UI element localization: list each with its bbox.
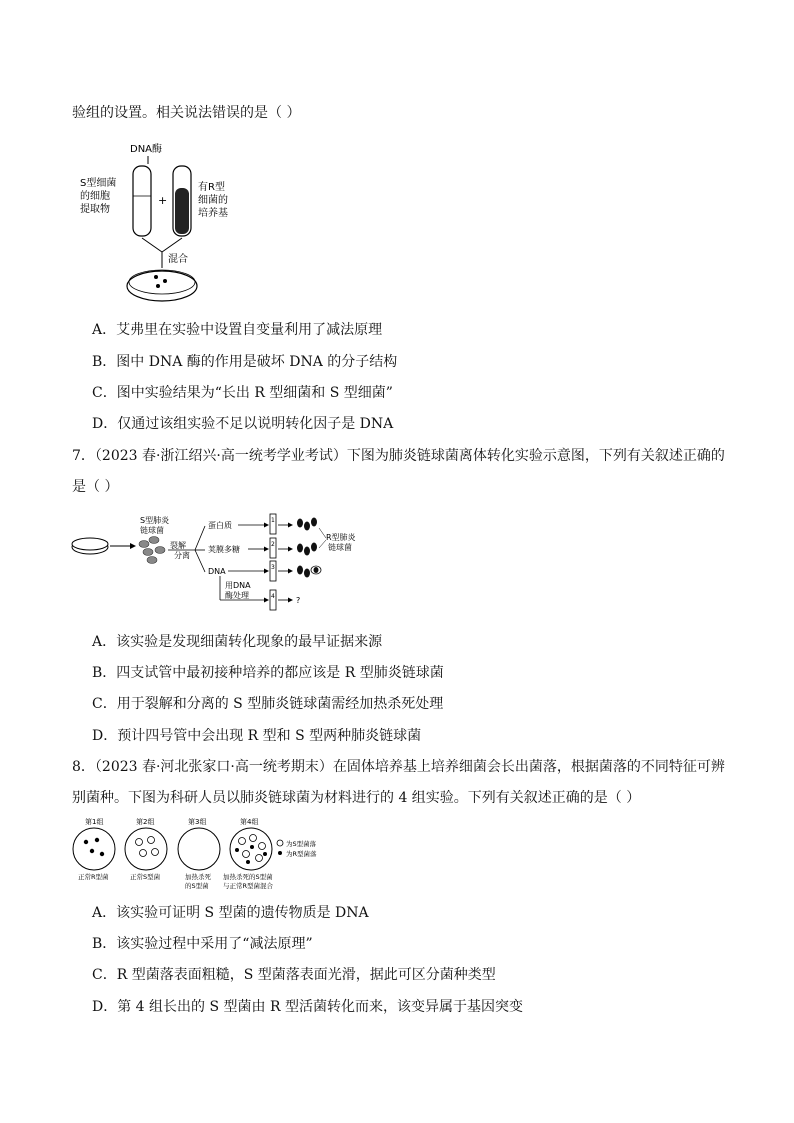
svg-text:有R型: 有R型 <box>198 182 225 193</box>
q7-stem-line2: 是（ ） <box>72 479 119 495</box>
svg-text:分离: 分离 <box>174 551 190 560</box>
q7-option-d: D．预计四号管中会出现 R 型和 S 型两种肺炎链球菌 <box>92 728 422 744</box>
svg-text:S型肺炎: S型肺炎 <box>140 516 170 525</box>
svg-text:链球菌: 链球菌 <box>328 543 352 552</box>
question-intro-line: 验组的设置。相关说法错误的是（ ） <box>72 105 301 121</box>
svg-text:4: 4 <box>271 593 275 600</box>
q8-option-d: D．第 4 组长出的 S 型菌由 R 型活菌转化而来，该变异属于基因突变 <box>92 999 523 1015</box>
svg-text:的细胞: 的细胞 <box>80 191 110 202</box>
colony-experiment-figure <box>70 814 330 894</box>
q7-option-b: B．四支试管中最初接种培养的都应该是 R 型肺炎链球菌 <box>92 665 444 681</box>
svg-text:裂解: 裂解 <box>170 541 186 550</box>
plus-sign: + <box>158 194 168 207</box>
svg-text:蛋白质: 蛋白质 <box>208 521 232 530</box>
svg-text:第3组: 第3组 <box>188 818 207 826</box>
q6-option-b: B．图中 DNA 酶的作用是破坏 DNA 的分子结构 <box>92 354 398 370</box>
svg-text:的S型菌: 的S型菌 <box>185 882 209 890</box>
q8-stem-line1: 8．（2023 春·河北张家口·高一统考期末）在固体培养基上培养细菌会长出菌落，根据菌落的不同特征可辨 <box>72 759 725 775</box>
svg-text:荚膜多糖: 荚膜多糖 <box>208 545 240 554</box>
svg-text:加热杀死的S型菌: 加热杀死的S型菌 <box>223 873 273 881</box>
svg-text:3: 3 <box>271 564 275 571</box>
q8-stem-line2: 别菌种。下图为科研人员以肺炎链球菌为材料进行的 4 组实验。下列有关叙述正确的是（ ） <box>72 790 641 806</box>
svg-text:链球菌: 链球菌 <box>140 526 164 535</box>
svg-text:第2组: 第2组 <box>136 818 155 826</box>
svg-text:为R型菌落: 为R型菌落 <box>286 850 317 858</box>
svg-text:培养基: 培养基 <box>198 208 228 219</box>
q8-option-a: A．该实验可证明 S 型菌的遗传物质是 DNA <box>92 905 369 921</box>
svg-text:加热杀死: 加热杀死 <box>185 873 211 881</box>
q8-option-b: B．该实验过程中采用了“减法原理” <box>92 936 313 952</box>
petri-dish <box>127 271 197 301</box>
svg-text:与正常R型菌混合: 与正常R型菌混合 <box>223 882 274 890</box>
q6-option-c: C．图中实验结果为“长出 R 型细菌和 S 型细菌” <box>92 385 393 401</box>
svg-text:正常R型菌: 正常R型菌 <box>78 873 109 881</box>
q8-option-c: C．R 型菌落表面粗糙，S 型菌落表面光滑，据此可区分菌种类型 <box>92 967 496 983</box>
q7-stem-line1: 7．（2023 春·浙江绍兴·高一统考学业考试）下图为肺炎链球菌离体转化实验示意图，下列有关叙述正确的 <box>72 448 725 464</box>
svg-text:酶处理: 酶处理 <box>225 591 249 600</box>
svg-text:用DNA: 用DNA <box>225 581 251 590</box>
dnase-experiment-figure <box>72 138 262 308</box>
svg-text:为S型菌落: 为S型菌落 <box>286 840 317 848</box>
mix-label: 混合 <box>168 254 188 265</box>
q6-option-a: A．艾弗里在实验中设置自变量利用了减法原理 <box>92 322 383 338</box>
svg-text:第4组: 第4组 <box>240 818 259 826</box>
svg-text:第1组: 第1组 <box>85 818 104 826</box>
q7-option-a: A．该实验是发现细菌转化现象的最早证据来源 <box>92 634 383 650</box>
q7-option-c: C．用于裂解和分离的 S 型肺炎链球菌需经加热杀死处理 <box>92 696 444 712</box>
svg-text:S型细菌: S型细菌 <box>80 178 117 189</box>
svg-text:DNA: DNA <box>208 567 226 576</box>
svg-text:正常S型菌: 正常S型菌 <box>130 873 161 881</box>
dnase-label: DNA酶 <box>130 144 163 155</box>
svg-text:R型肺炎: R型肺炎 <box>326 533 356 542</box>
svg-text:2: 2 <box>271 541 275 548</box>
svg-text:?: ? <box>296 596 301 605</box>
svg-text:细菌的: 细菌的 <box>198 195 228 206</box>
extract-test-tube <box>133 166 151 236</box>
q6-option-d: D．仅通过该组实验不足以说明转化因子是 DNA <box>92 416 394 432</box>
svg-text:1: 1 <box>271 517 275 524</box>
svg-text:提取物: 提取物 <box>80 204 110 215</box>
transformation-experiment-figure <box>70 510 370 615</box>
